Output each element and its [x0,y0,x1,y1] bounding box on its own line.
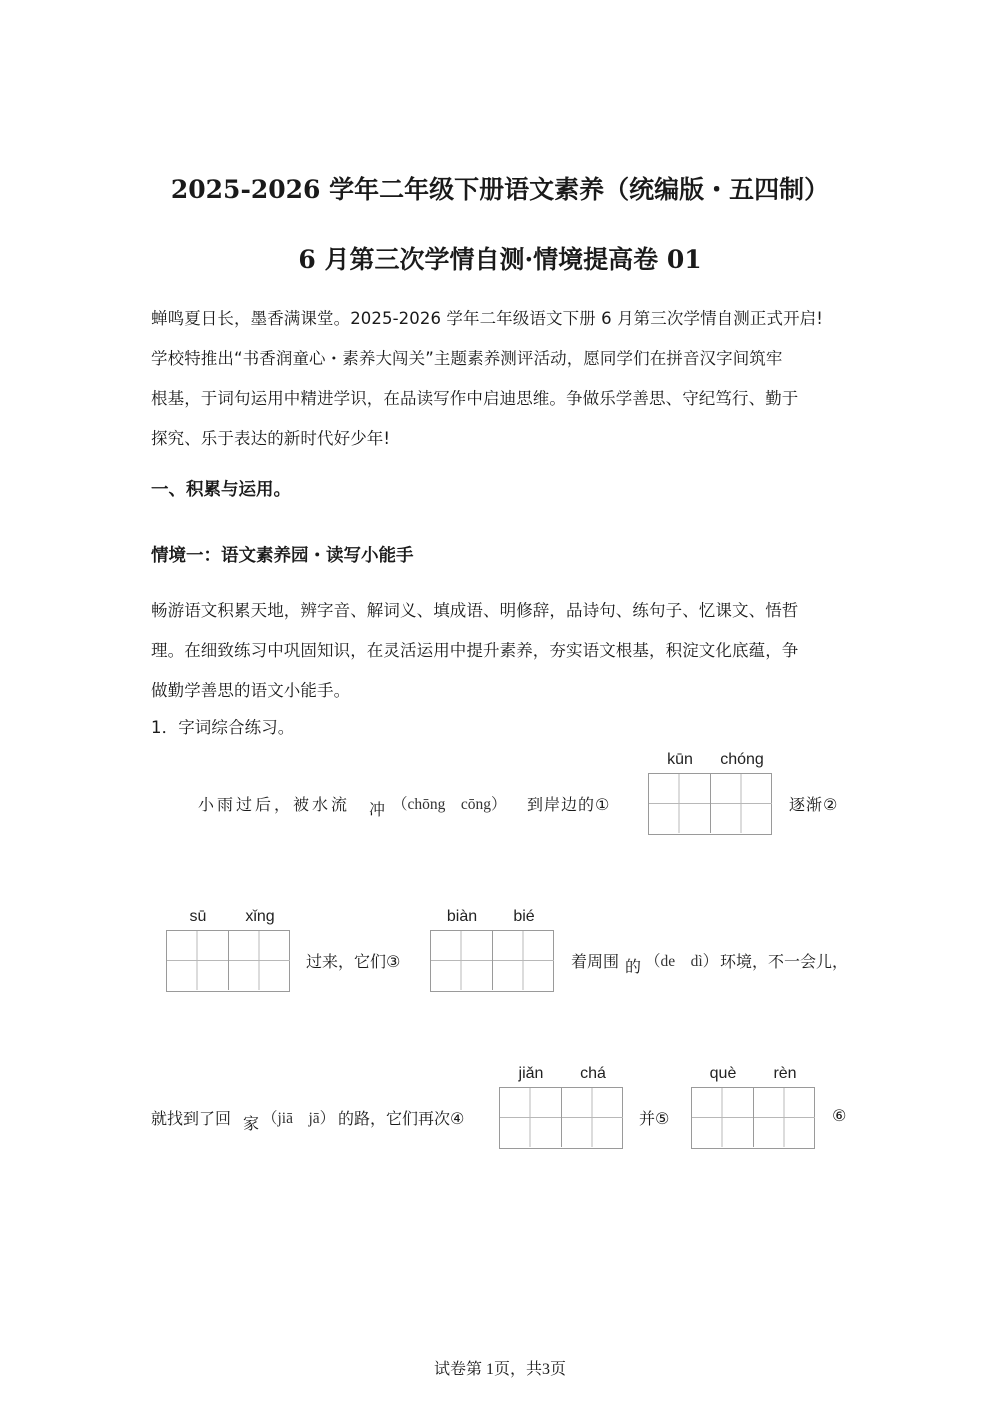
row1-pinyin-options[interactable]: （chōng cōng） [392,796,507,813]
row2-text-a: 过来，它们③ [306,952,401,971]
scene-desc-line: 做勤学善思的语文小能手。 [151,681,351,700]
scene-desc-line: 理。在细致练习中巩固知识，在灵活运用中提升素养，夯实语文根基，积淀文化底蕴，争 [151,641,799,660]
tianzige-cell[interactable] [562,1088,623,1147]
row3-text-d: ⑥ [832,1106,847,1125]
box3-pinyin-2: bié [513,908,535,925]
tianzige-cell[interactable] [167,931,229,990]
row1-text-c: 逐渐② [789,795,839,814]
intro-line: 探究、乐于表达的新时代好少年! [151,429,391,448]
tianzige-cell[interactable] [711,774,772,833]
row2-text-b: 着周围 [571,952,620,971]
answer-box-5[interactable] [691,1065,815,1149]
tianzige-cell[interactable] [500,1088,562,1147]
box2-pinyin-2: xǐng [245,908,275,925]
box2-pinyin-1: sū [189,908,207,925]
answer-box-3[interactable] [430,908,554,992]
row2-pinyin-options[interactable]: （de dì） [645,953,719,970]
page-title-line1: 2025-2026 学年二年级下册语文素养（统编版・五四制） [170,175,830,204]
box4-pinyin-1: jiǎn [518,1065,544,1082]
box5-pinyin-1: què [709,1065,737,1082]
page-title-line2: 6 月第三次学情自测·情境提高卷 01 [298,245,702,274]
page-footer: 试卷第 1页，共3页 [433,1361,566,1378]
intro-line: 根基，于词句运用中精进学识，在品读写作中启迪思维。争做乐学善思、守纪笃行、勤于 [151,389,799,408]
intro-line: 学校特推出“书香润童心・素养大闯关”主题素养测评活动，愿同学们在拼音汉字间筑牢 [151,349,783,368]
scene-desc-line: 畅游语文积累天地，辨字音、解词义、填成语、明修辞，品诗句、练句子、忆课文、悟哲 [151,601,799,620]
row3-text-c: 并⑤ [639,1109,670,1128]
row2-text-c: 环境，不一会儿， [720,952,849,971]
row3-pinyin-options[interactable]: （jiā jā） [262,1110,336,1127]
tianzige-cell[interactable] [431,931,493,990]
row3-text-a: 就找到了回 [151,1109,232,1128]
answer-box-4[interactable] [499,1065,623,1149]
box3-pinyin-1: biàn [446,908,478,925]
answer-box-1[interactable] [648,751,772,835]
scene-heading: 情境一：语文素养园・读写小能手 [151,546,414,566]
row1-text-a: 小雨过后，被水流 [198,795,351,814]
row1-text-b: 到岸边的① [527,795,611,814]
question-label: 1．字词综合练习。 [151,718,295,737]
answer-box-2[interactable] [166,908,290,992]
row1-char-a: 冲 [369,800,386,819]
row2-char-b: 的 [625,957,642,976]
box5-pinyin-2: rèn [773,1065,797,1082]
intro-line: 蝉鸣夏日长，墨香满课堂。2025-2026 学年二年级语文下册 6 月第三次学情自测正式开启! [151,309,823,328]
tianzige-cell[interactable] [229,931,290,990]
box1-pinyin-2: chóng [720,751,764,768]
section-heading: 一、积累与运用。 [151,480,291,500]
tianzige-cell[interactable] [692,1088,754,1147]
tianzige-cell[interactable] [649,774,711,833]
row3-text-b: 的路，它们再次④ [338,1109,465,1128]
box4-pinyin-2: chá [580,1065,606,1082]
row3-char-a: 家 [243,1114,260,1133]
box1-pinyin-1: kūn [667,751,693,768]
tianzige-cell[interactable] [754,1088,815,1147]
tianzige-cell[interactable] [493,931,554,990]
